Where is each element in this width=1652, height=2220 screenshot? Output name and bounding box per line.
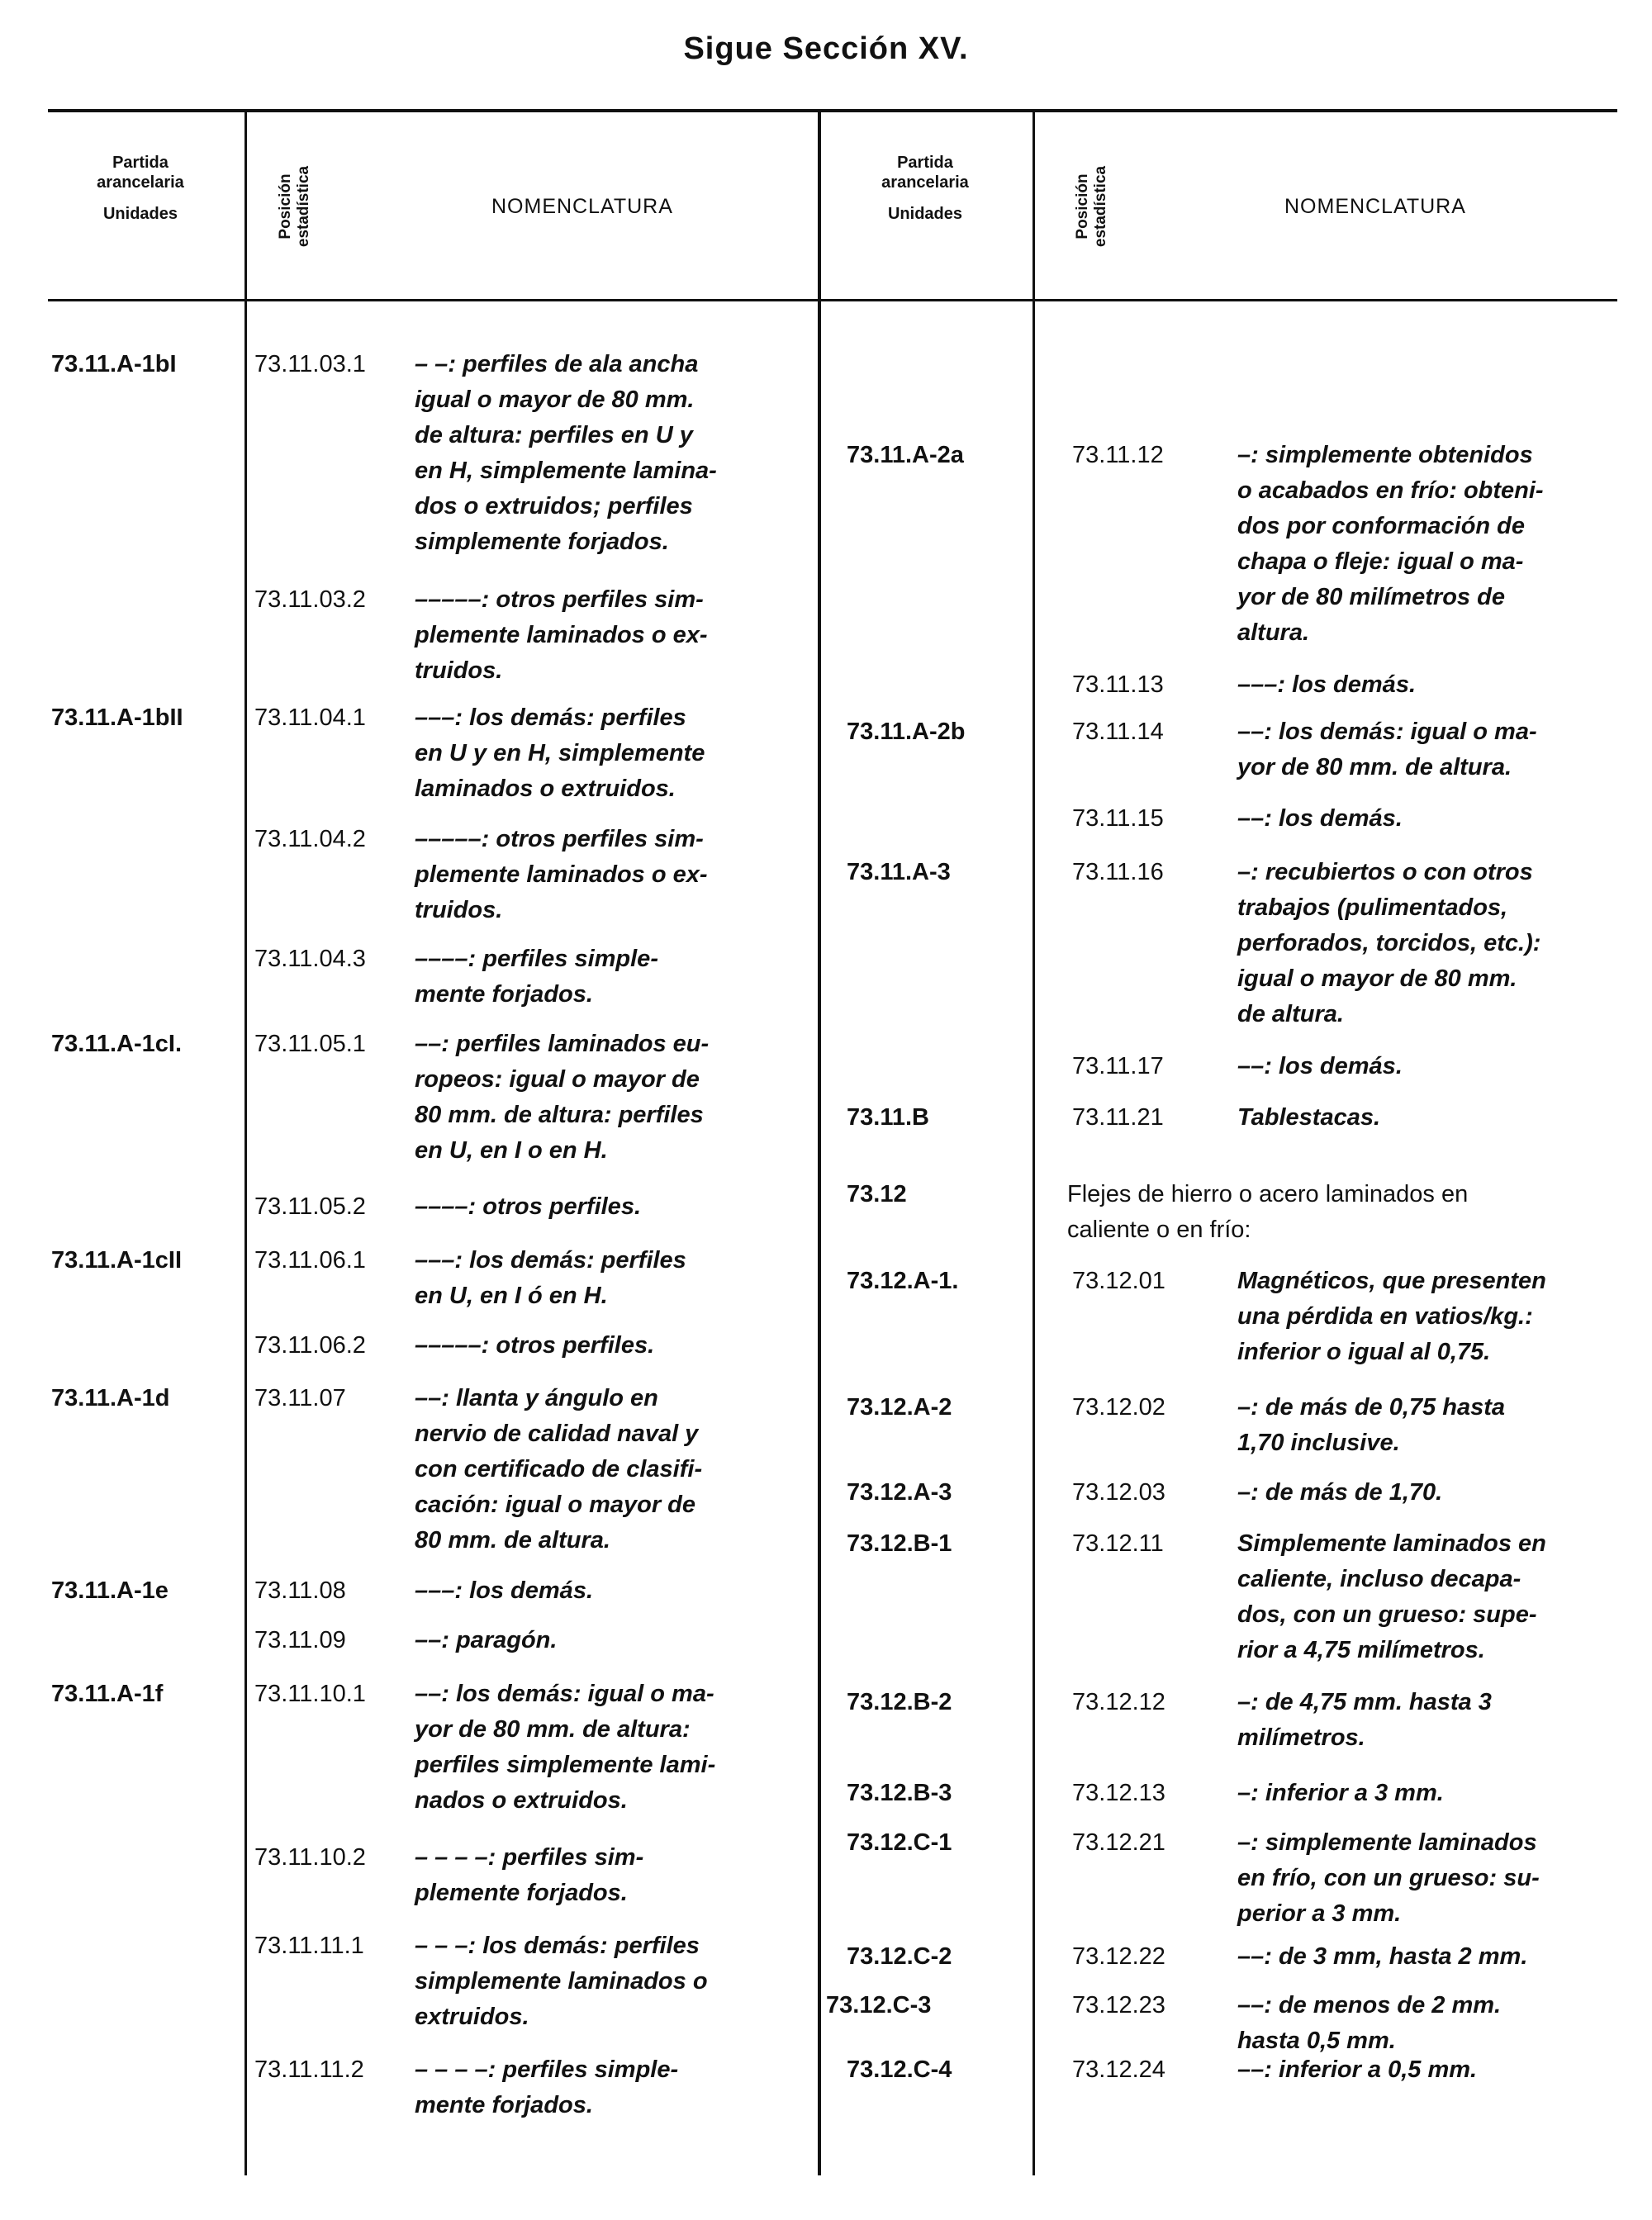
nomenclatura-text [1237, 667, 1609, 703]
partida-code: 73.12.A-1. [847, 1268, 959, 1294]
nomenclatura-text [415, 1189, 786, 1225]
desc-line: con certificado de clasifi- [415, 1456, 703, 1482]
desc-line: yor de 80 mm. de altura: [415, 1716, 691, 1743]
desc-line: –: de más de 1,70. [1237, 1479, 1443, 1506]
posicion-code: 73.12.21 [1072, 1829, 1165, 1856]
nomenclatura-text [415, 2052, 786, 2123]
posicion-code: 73.11.11.2 [254, 2056, 364, 2083]
desc-line: mente forjados. [415, 981, 593, 1008]
posicion-code: 73.11.04.3 [254, 946, 366, 972]
desc-line: en U, en I ó en H. [415, 1283, 608, 1309]
desc-line: trabajos (pulimentados, [1237, 894, 1508, 921]
desc-line: caliente o en frío: [1067, 1217, 1251, 1243]
header-posicion-line: Posición [1074, 173, 1091, 240]
partida-code: 73.12.C-3 [826, 1992, 932, 2018]
desc-line: –––––: otros perfiles sim- [415, 586, 704, 613]
header-posicion-line: estadística [295, 165, 312, 248]
nomenclatura-text [415, 700, 786, 807]
desc-line: –: simplemente laminados [1237, 1829, 1537, 1856]
partida-code: 73.12.A-2 [847, 1394, 952, 1421]
desc-line: – – – –: perfiles sim- [415, 1844, 644, 1871]
posicion-code: 73.11.21 [1072, 1104, 1164, 1131]
desc-line: en U y en H, simplemente [415, 740, 705, 766]
desc-line: en frío, con un grueso: su- [1237, 1865, 1540, 1891]
desc-line: mente forjados. [415, 2092, 593, 2118]
partida-code: 73.11.A-1d [51, 1385, 170, 1411]
desc-line: ––: los demás: igual o ma- [415, 1681, 714, 1707]
posicion-code: 73.12.13 [1072, 1780, 1165, 1806]
desc-line: igual o mayor de 80 mm. [415, 387, 695, 413]
partida-code: 73.11.A-1bI [51, 351, 177, 377]
desc-line: inferior o igual al 0,75. [1237, 1339, 1491, 1365]
posicion-code: 73.11.17 [1072, 1053, 1164, 1079]
header-partida-line: arancelaria [881, 173, 969, 192]
posicion-code: 73.12.01 [1072, 1268, 1165, 1294]
nomenclatura-text [415, 1328, 786, 1364]
desc-line: caliente, incluso decapa- [1237, 1566, 1521, 1592]
partida-code: 73.12.C-2 [847, 1943, 952, 1970]
nomenclatura-text [1237, 1685, 1609, 1756]
nomenclatura-text [415, 1840, 786, 1911]
nomenclatura-text [1237, 1390, 1609, 1461]
partida-code: 73.11.A-1f [51, 1681, 164, 1707]
desc-line: plemente forjados. [415, 1880, 628, 1906]
nomenclatura-text [1237, 1475, 1609, 1511]
posicion-code: 73.11.06.1 [254, 1247, 366, 1274]
header-nomenclatura: NOMENCLATURA [1284, 195, 1466, 218]
posicion-code: 73.11.05.1 [254, 1031, 366, 1057]
partida-code: 73.11.A-1cII [51, 1247, 182, 1274]
header-posicion [1074, 140, 1110, 273]
header-posicion-line: Posición [277, 173, 294, 240]
desc-line: ––: de 3 mm, hasta 2 mm. [1237, 1943, 1528, 1970]
partida-code: 73.11.A-1e [51, 1577, 169, 1604]
desc-line: truidos. [415, 657, 503, 684]
desc-line: 1,70 inclusive. [1237, 1430, 1400, 1456]
nomenclatura-text [415, 347, 786, 560]
desc-line: en U, en I o en H. [415, 1137, 608, 1164]
posicion-code: 73.12.02 [1072, 1394, 1165, 1421]
partida-code: 73.12.C-1 [847, 1829, 952, 1856]
nomenclatura-text [415, 1573, 786, 1609]
posicion-code: 73.11.10.1 [254, 1681, 366, 1707]
posicion-code: 73.12.23 [1072, 1992, 1165, 2018]
partida-code: 73.11.A-2b [847, 719, 966, 745]
nomenclatura-text [415, 582, 786, 689]
desc-line: ––: inferior a 0,5 mm. [1237, 2056, 1478, 2083]
nomenclatura-text [1237, 1939, 1609, 1975]
header-partida-line: Partida [112, 154, 169, 172]
desc-line: – – –: los demás: perfiles [415, 1933, 700, 1959]
desc-line: ––: de menos de 2 mm. [1237, 1992, 1502, 2018]
desc-line: yor de 80 mm. de altura. [1237, 754, 1512, 780]
desc-line: ––: los demás. [1237, 1053, 1403, 1079]
desc-line: –––––: otros perfiles. [415, 1332, 655, 1359]
desc-line: –––: los demás. [1237, 671, 1416, 698]
nomenclatura-text [415, 1623, 786, 1658]
desc-line: nervio de calidad naval y [415, 1421, 699, 1447]
desc-line: ––: paragón. [415, 1627, 558, 1653]
posicion-code: 73.11.15 [1072, 805, 1164, 832]
desc-line: rior a 4,75 milímetros. [1237, 1637, 1485, 1663]
nomenclatura-text [1237, 1049, 1609, 1084]
posicion-code: 73.11.12 [1072, 442, 1164, 468]
header-posicion [277, 140, 313, 273]
desc-line: –: simplemente obtenidos [1237, 442, 1533, 468]
header-nomenclatura: NOMENCLATURA [491, 195, 673, 218]
desc-line: perforados, torcidos, etc.): [1237, 930, 1541, 956]
nomenclatura-text [1237, 438, 1609, 651]
desc-line: ––: los demás: igual o ma- [1237, 719, 1537, 745]
desc-line: en H, simplemente lamina- [415, 458, 717, 484]
desc-line: o acabados en frío: obteni- [1237, 477, 1544, 504]
desc-line: Tablestacas. [1237, 1104, 1381, 1131]
partida-code: 73.11.A-1bII [51, 704, 183, 731]
partida-code: 73.12.C-4 [847, 2056, 952, 2083]
posicion-code: 73.11.14 [1072, 719, 1164, 745]
nomenclatura-text [415, 822, 786, 928]
posicion-code: 73.12.11 [1072, 1530, 1164, 1557]
desc-line: 80 mm. de altura: perfiles [415, 1102, 704, 1128]
desc-line: –: recubiertos o con otros [1237, 859, 1533, 885]
top-rule [48, 109, 1617, 112]
nomenclatura-text [1067, 1177, 1609, 1248]
desc-line: dos, con un grueso: supe- [1237, 1601, 1537, 1628]
desc-line: chapa o fleje: igual o ma- [1237, 548, 1524, 575]
column-divider [818, 111, 821, 2175]
posicion-code: 73.11.09 [254, 1627, 346, 1653]
desc-line: truidos. [415, 897, 503, 923]
nomenclatura-text [1237, 2052, 1609, 2088]
posicion-code: 73.11.05.2 [254, 1193, 366, 1220]
posicion-code: 73.11.07 [254, 1385, 346, 1411]
partida-code: 73.11.A-3 [847, 859, 951, 885]
desc-line: ––––: otros perfiles. [415, 1193, 641, 1220]
posicion-code: 73.11.04.1 [254, 704, 366, 731]
posicion-code: 73.12.03 [1072, 1479, 1165, 1506]
desc-line: –––: los demás: perfiles [415, 704, 686, 731]
posicion-code: 73.11.13 [1072, 671, 1164, 698]
partida-code: 73.11.A-2a [847, 442, 964, 468]
posicion-code: 73.11.08 [254, 1577, 346, 1604]
nomenclatura-text [1237, 1776, 1609, 1811]
desc-line: igual o mayor de 80 mm. [1237, 965, 1517, 992]
nomenclatura-text [1237, 1988, 1609, 2059]
desc-line: dos o extruidos; perfiles [415, 493, 693, 519]
header-partida [834, 149, 1016, 228]
posicion-code: 73.11.10.2 [254, 1844, 366, 1871]
desc-line: laminados o extruidos. [415, 776, 676, 802]
desc-line: de altura: perfiles en U y [415, 422, 693, 448]
desc-line: –––: los demás. [415, 1577, 593, 1604]
desc-line: perior a 3 mm. [1237, 1900, 1402, 1927]
nomenclatura-text [1237, 714, 1609, 785]
header-partida-line: Partida [897, 154, 953, 172]
desc-line: cación: igual o mayor de [415, 1492, 696, 1518]
posicion-code: 73.11.16 [1072, 859, 1164, 885]
desc-line: ––: los demás. [1237, 805, 1403, 832]
partida-code: 73.12.A-3 [847, 1479, 952, 1506]
desc-line: –: de más de 0,75 hasta [1237, 1394, 1505, 1421]
header-partida [58, 149, 223, 228]
desc-line: simplemente forjados. [415, 529, 669, 555]
desc-line: ––: perfiles laminados eu- [415, 1031, 710, 1057]
nomenclatura-text [415, 1243, 786, 1314]
partida-code: 73.11.B [847, 1104, 929, 1131]
column-divider [244, 111, 247, 2175]
desc-line: Simplemente laminados en [1237, 1530, 1546, 1557]
desc-line: hasta 0,5 mm. [1237, 2028, 1396, 2054]
column-divider [1032, 111, 1035, 2175]
header-partida-line: Unidades [887, 205, 963, 223]
partida-code: 73.12 [847, 1181, 907, 1207]
nomenclatura-text [415, 1677, 786, 1819]
posicion-code: 73.11.03.2 [254, 586, 366, 613]
partida-code: 73.12.B-3 [847, 1780, 952, 1806]
posicion-code: 73.12.24 [1072, 2056, 1165, 2083]
partida-code: 73.11.A-1cI. [51, 1031, 182, 1057]
desc-line: altura. [1237, 619, 1310, 646]
desc-line: dos por conformación de [1237, 513, 1526, 539]
desc-line: nados o extruidos. [415, 1787, 628, 1814]
desc-line: –: inferior a 3 mm. [1237, 1780, 1444, 1806]
desc-line: ––––: perfiles simple- [415, 946, 658, 972]
header-partida-line: arancelaria [97, 173, 184, 192]
desc-line: –: de 4,75 mm. hasta 3 [1237, 1689, 1492, 1715]
page-title: Sigue Sección XV. [683, 31, 969, 66]
desc-line: perfiles simplemente lami- [415, 1752, 716, 1778]
nomenclatura-text [1237, 855, 1609, 1032]
desc-line: de altura. [1237, 1001, 1344, 1027]
desc-line: – – – –: perfiles simple- [415, 2056, 679, 2083]
posicion-code: 73.12.12 [1072, 1689, 1165, 1715]
nomenclatura-text [1237, 801, 1609, 837]
desc-line: yor de 80 milímetros de [1237, 584, 1505, 610]
nomenclatura-text [415, 1928, 786, 2035]
desc-line: 80 mm. de altura. [415, 1527, 610, 1554]
nomenclatura-text [1237, 1100, 1609, 1136]
nomenclatura-text [1237, 1264, 1609, 1370]
nomenclatura-text [1237, 1825, 1609, 1932]
desc-line: Flejes de hierro o acero laminados en [1067, 1181, 1469, 1207]
header-rule [48, 299, 1617, 301]
nomenclatura-text [415, 1027, 786, 1169]
partida-code: 73.12.B-2 [847, 1689, 952, 1715]
desc-line: ––: llanta y ángulo en [415, 1385, 658, 1411]
nomenclatura-text [415, 942, 786, 1013]
desc-line: Magnéticos, que presenten [1237, 1268, 1546, 1294]
partida-code: 73.12.B-1 [847, 1530, 952, 1557]
desc-line: extruidos. [415, 2004, 529, 2030]
desc-line: plemente laminados o ex- [415, 622, 708, 648]
desc-line: ropeos: igual o mayor de [415, 1066, 700, 1093]
desc-line: una pérdida en vatios/kg.: [1237, 1303, 1533, 1330]
posicion-code: 73.11.11.1 [254, 1933, 364, 1959]
posicion-code: 73.11.06.2 [254, 1332, 366, 1359]
desc-line: –––: los demás: perfiles [415, 1247, 686, 1274]
desc-line: –––––: otros perfiles sim- [415, 826, 704, 852]
header-partida-line: Unidades [102, 205, 178, 223]
desc-line: milímetros. [1237, 1724, 1365, 1751]
posicion-code: 73.12.22 [1072, 1943, 1165, 1970]
nomenclatura-text [415, 1381, 786, 1558]
header-posicion-line: estadística [1092, 165, 1109, 248]
posicion-code: 73.11.03.1 [254, 351, 366, 377]
desc-line: plemente laminados o ex- [415, 861, 708, 888]
nomenclatura-text [1237, 1526, 1609, 1668]
posicion-code: 73.11.04.2 [254, 826, 366, 852]
desc-line: – –: perfiles de ala ancha [415, 351, 699, 377]
desc-line: simplemente laminados o [415, 1968, 708, 1995]
